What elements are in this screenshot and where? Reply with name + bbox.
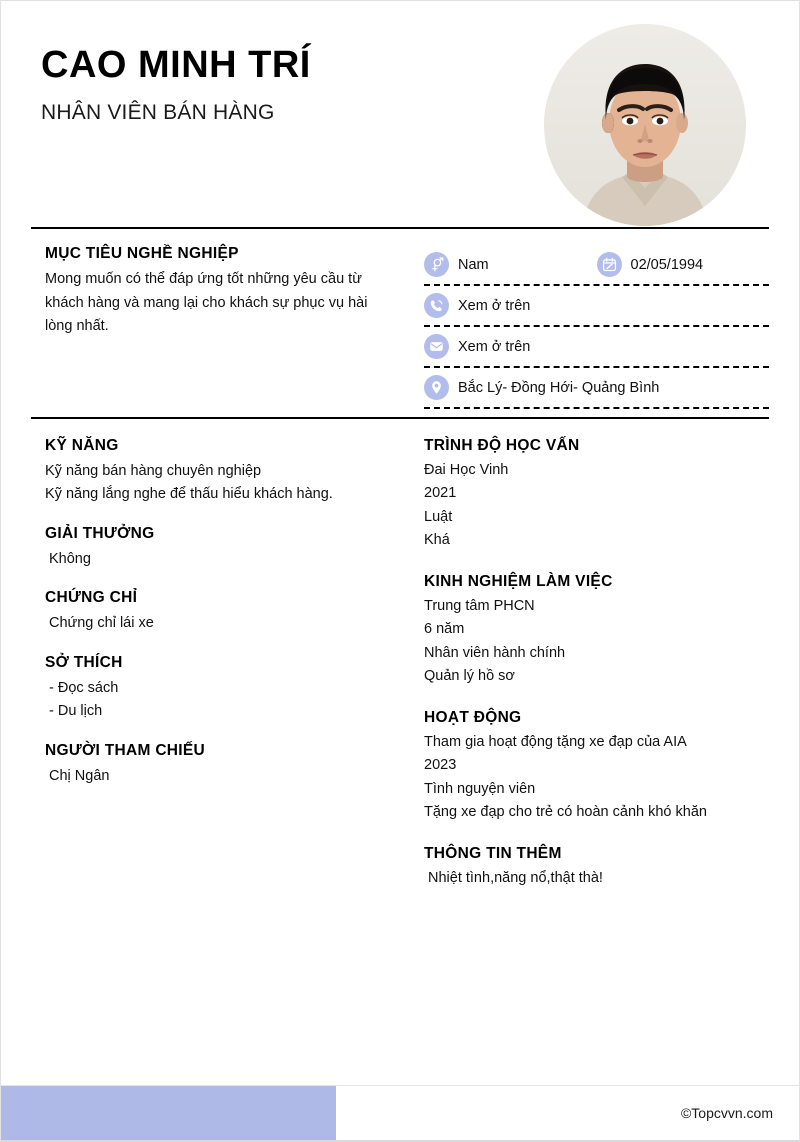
section-block [424, 709, 769, 825]
section-line: Nhân viên hành chính [424, 644, 566, 661]
footer-accent-bar [1, 1086, 336, 1140]
section-block [424, 845, 769, 890]
section-heading: THÔNG TIN THÊM [424, 844, 562, 862]
cv-header [1, 1, 799, 227]
section-heading: TRÌNH ĐỘ HỌC VẤN [424, 437, 580, 454]
section-line: Chứng chỉ lái xe [49, 615, 154, 632]
section-line: - Đọc sách [49, 679, 119, 696]
section-line: Khá [424, 532, 450, 549]
section-block [45, 525, 398, 571]
section-heading: CHỨNG CHỈ [45, 589, 138, 607]
right-column [416, 437, 769, 910]
objective-text: Mong muốn có thể đáp ứng tốt những yêu cầu từ khách hàng và mang lại cho khách sự phục vụ hài lòng nhất. [45, 271, 368, 335]
section-line: Chị Ngân [49, 767, 110, 784]
section-line: Tham gia hoạt động tặng xe đạp của AIA [424, 733, 687, 750]
section-block [45, 654, 398, 724]
contact-address [424, 375, 659, 400]
contact-gender-value: Nam [458, 256, 489, 273]
section-line: 6 năm [424, 621, 465, 638]
section-heading: HOẠT ĐỘNG [424, 708, 522, 726]
section-block [45, 742, 398, 788]
contact-email [424, 334, 530, 359]
location-pin-icon [424, 375, 449, 400]
section-line: 2023 [424, 757, 457, 774]
footer-credit: ©Topcvvn.com [680, 1105, 773, 1121]
section-heading: KINH NGHIỆM LÀM VIỆC [424, 572, 613, 590]
contact-row-phone [424, 286, 769, 327]
section-line: Luật [424, 508, 453, 525]
section-line: Không [49, 550, 91, 567]
calendar-icon [597, 252, 622, 277]
contact-phone-value: Xem ở trên [458, 297, 531, 314]
section-line: Tình nguyện viên [424, 780, 536, 797]
cv-footer [1, 1085, 800, 1140]
job-title: NHÂN VIÊN BÁN HÀNG [41, 100, 275, 124]
section-heading: SỞ THÍCH [45, 653, 123, 671]
gender-icon [424, 252, 449, 277]
section-block [424, 437, 769, 553]
email-icon [424, 334, 449, 359]
contact-birthday-value: 02/05/1994 [630, 256, 704, 273]
contact-section [416, 243, 769, 409]
objective-section [31, 243, 416, 409]
section-line: - Du lịch [49, 703, 103, 720]
section-line: Nhiệt tình,năng nổ,thật thà! [428, 869, 603, 886]
section-line: Đai Học Vinh [424, 462, 509, 478]
info-band [1, 229, 799, 417]
section-line: Kỹ năng bán hàng chuyên nghiệp [45, 463, 262, 479]
section-line: Quản lý hồ sơ [424, 668, 515, 685]
contact-row-gender-birthday [424, 245, 769, 286]
contact-email-value: Xem ở trên [458, 338, 531, 355]
section-line: Kỹ năng lắng nghe để thấu hiểu khách hàng. [45, 486, 333, 503]
objective-heading: MỤC TIÊU NGHỀ NGHIỆP [45, 245, 239, 262]
phone-icon [424, 293, 449, 318]
section-heading: GIẢI THƯỞNG [45, 524, 155, 542]
section-block [45, 589, 398, 635]
contact-gender [424, 252, 597, 277]
contact-row-email [424, 327, 769, 368]
section-heading: NGƯỜI THAM CHIẾU [45, 741, 206, 759]
contact-phone [424, 293, 530, 318]
contact-birthday [597, 252, 770, 277]
section-block [45, 437, 398, 507]
avatar [544, 24, 746, 226]
contact-row-address [424, 368, 769, 409]
section-line: Tặng xe đạp cho trẻ có hoàn cảnh khó khăn [424, 804, 707, 821]
section-heading: KỸ NĂNG [45, 437, 119, 454]
section-block [424, 573, 769, 689]
section-line: Trung tâm PHCN [424, 597, 535, 614]
contact-address-value: Bắc Lý- Đồng Hới- Quảng Bình [458, 379, 660, 396]
page-title: CAO MINH TRÍ [41, 44, 311, 86]
portrait-photo [544, 24, 746, 226]
section-line: 2021 [424, 485, 457, 502]
left-column [31, 437, 416, 910]
content-columns [1, 419, 799, 910]
